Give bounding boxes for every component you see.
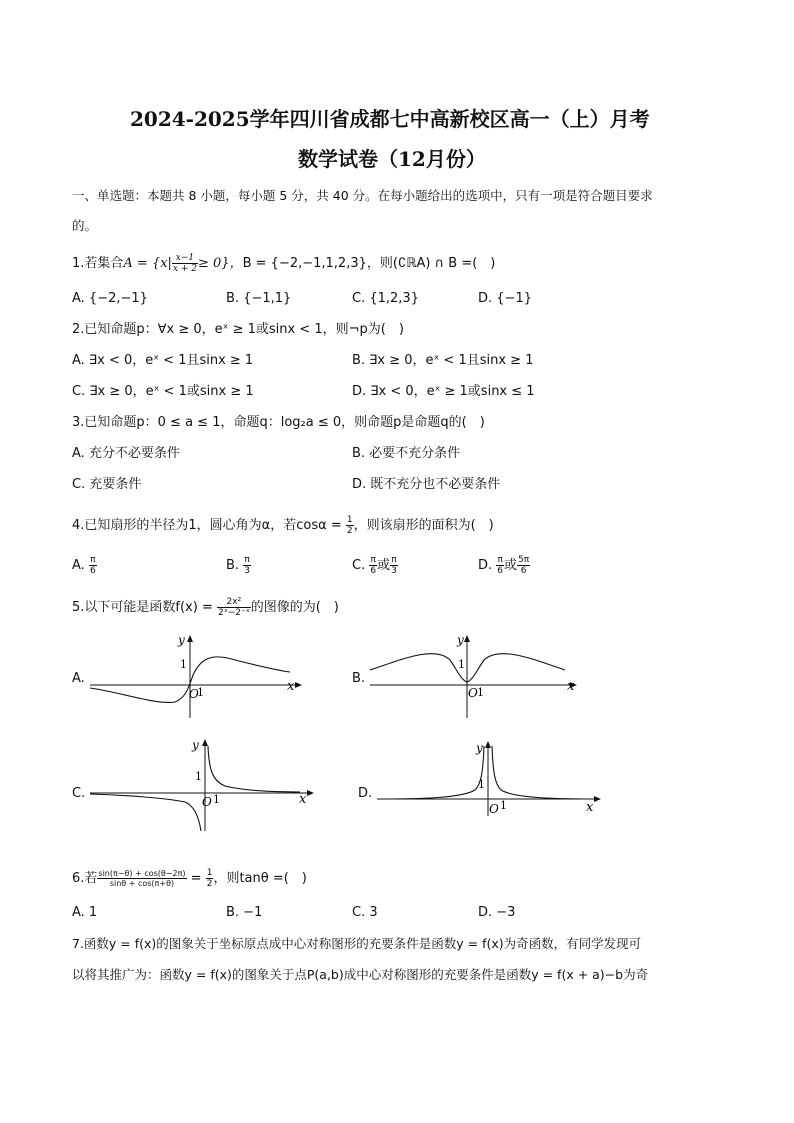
question-6-option-a[interactable]: A. 1: [72, 905, 98, 920]
y-label: y: [457, 633, 464, 647]
question-6-option-d[interactable]: D. −3: [478, 905, 516, 920]
question-4-stem-post: ，则该扇形的面积为( ): [353, 518, 494, 533]
unit-x-label: 1: [500, 799, 507, 812]
question-1-set-a-tail: ≥ 0}，: [198, 256, 243, 271]
y-label: y: [476, 741, 483, 755]
question-4-cos-fraction: [346, 515, 354, 536]
frac-den: 6: [497, 566, 504, 576]
question-5-option-b-label[interactable]: B.: [352, 671, 366, 686]
y-label: y: [192, 738, 199, 752]
y-axis-arrow: [464, 635, 470, 642]
question-3-stem: 3.已知命题p：0 ≤ a ≤ 1，命题q：log₂a ≤ 0，则命题p是命题q的( ): [72, 415, 485, 430]
question-5-stem: [72, 597, 339, 618]
question-1-prefix: 1.若集合: [72, 256, 124, 271]
question-6-post: ，则tanθ =( ): [213, 871, 307, 886]
question-1-stem: [72, 253, 495, 274]
x-axis-arrow: [295, 682, 302, 688]
frac-den: 6: [370, 566, 377, 576]
curve-right: [208, 746, 300, 792]
curve-left: [377, 746, 484, 799]
section-instructions-line2: 的。: [72, 218, 98, 233]
unit-y-label: 1: [180, 658, 187, 671]
origin-label: O: [189, 687, 199, 701]
y-label: y: [178, 633, 185, 647]
option-label: C.: [352, 558, 366, 573]
unit-y-label: 1: [195, 770, 202, 783]
question-5-fraction: [217, 597, 251, 618]
question-2-option-a[interactable]: A. ∃x < 0，eˣ < 1且sinx ≥ 1: [72, 353, 254, 368]
option-c-fraction-2: [390, 555, 398, 576]
question-5-graph-a[interactable]: [85, 630, 305, 720]
y-axis-arrow: [187, 635, 193, 642]
option-d-fraction-2: [517, 555, 530, 576]
question-3-option-c[interactable]: C. 充要条件: [72, 477, 142, 492]
origin-label: O: [202, 795, 212, 809]
question-5-stem-post: 的图像的为( ): [250, 600, 339, 615]
question-4-option-b[interactable]: [226, 555, 251, 576]
question-4-stem-pre: 4.已知扇形的半径为1，圆心角为α，若cosα =: [72, 518, 342, 533]
question-6-option-c[interactable]: C. 3: [352, 905, 378, 920]
question-4-cos-den: 2: [346, 526, 353, 536]
question-1-option-d[interactable]: D. {−1}: [478, 291, 532, 306]
frac-den: 3: [391, 566, 397, 576]
question-1-set-a-head: A = {x|: [123, 256, 172, 271]
question-4-cos-num: 1: [346, 515, 353, 525]
x-label: x: [567, 679, 575, 694]
question-3-option-b[interactable]: B. 必要不充分条件: [352, 446, 461, 461]
frac-den: 6: [520, 566, 527, 576]
curve-right: [492, 746, 594, 799]
frac-num: π: [244, 555, 250, 565]
frac-num: π: [391, 555, 397, 565]
option-label: B.: [226, 558, 240, 573]
unit-x-label: 1: [213, 793, 220, 806]
page-title: 2024-2025学年四川省成都七中高新校区高一（上）月考: [130, 107, 650, 131]
question-5-graph-d[interactable]: [372, 738, 607, 818]
frac-num: π: [90, 555, 96, 565]
question-1-option-c[interactable]: C. {1,2,3}: [352, 291, 419, 306]
x-axis-arrow: [594, 796, 601, 802]
x-label: x: [586, 800, 594, 815]
option-b-fraction: [243, 555, 251, 576]
y-axis-arrow: [485, 741, 491, 748]
question-1-rest: B = {−2,−1,1,2,3}，则(∁ℝA) ∩ B =( ): [242, 256, 496, 271]
option-label: D.: [478, 558, 493, 573]
frac-den: 2: [206, 879, 213, 889]
or-text: 或: [504, 558, 518, 573]
frac-num: 2x²: [217, 597, 251, 608]
frac-num: π: [370, 555, 376, 565]
unit-y-label: 1: [478, 778, 485, 791]
question-5-graph-c[interactable]: [85, 736, 320, 836]
question-4-option-a[interactable]: [72, 555, 97, 576]
question-6-option-b[interactable]: B. −1: [226, 905, 263, 920]
question-3-option-d[interactable]: D. 既不充分也不必要条件: [352, 477, 501, 492]
frac-num: π: [497, 555, 503, 565]
unit-y-label: 1: [458, 658, 465, 671]
question-5-option-d-label[interactable]: D.: [358, 786, 373, 801]
question-7-line1: 7.函数y = f(x)的图象关于坐标原点成中心对称图形的充要条件是函数y = f(x)为奇函数，有同学发现可: [72, 936, 642, 951]
frac-den: 3: [244, 566, 250, 576]
question-1-option-b[interactable]: B. {−1,1}: [226, 291, 292, 306]
question-4-stem: [72, 515, 494, 536]
question-6-fraction: [97, 869, 186, 888]
or-text: 或: [377, 558, 391, 573]
option-label: A.: [72, 558, 85, 573]
frac-num: 1: [206, 868, 213, 878]
question-3-option-a[interactable]: A. 充分不必要条件: [72, 446, 180, 461]
origin-label: O: [468, 686, 478, 700]
question-2-option-c[interactable]: C. ∃x ≥ 0，eˣ < 1或sinx ≥ 1: [72, 384, 254, 399]
curve-left: [90, 794, 201, 831]
question-5-option-a-label[interactable]: A.: [72, 671, 85, 686]
unit-x-label: 1: [197, 686, 204, 699]
section-instructions-line1: 一、单选题：本题共 8 小题，每小题 5 分，共 40 分。在每小题给出的选项中，只有一项是符合题目要求: [72, 188, 653, 203]
origin-label: O: [489, 802, 499, 816]
x-label: x: [299, 792, 307, 807]
frac-den: 6: [89, 566, 96, 576]
option-a-fraction: [89, 555, 97, 576]
question-4-option-d[interactable]: [478, 555, 530, 576]
question-4-option-c[interactable]: [352, 555, 398, 576]
option-d-fraction-1: [496, 555, 504, 576]
frac-den: sinθ + cos(π+θ): [109, 879, 175, 888]
unit-x-label: 1: [477, 686, 484, 699]
question-6-stem: [72, 868, 307, 889]
equals: =: [190, 871, 202, 886]
question-5-option-c-label[interactable]: C.: [72, 786, 86, 801]
question-2-option-b[interactable]: B. ∃x ≥ 0，eˣ < 1且sinx ≥ 1: [352, 353, 534, 368]
question-6-pre: 6.若: [72, 871, 98, 886]
frac-num: 5π: [518, 555, 530, 565]
question-7-line2: 以将其推广为：函数y = f(x)的图象关于点P(a,b)成中心对称图形的充要条件是函数y = f(x + a)−b为奇: [72, 967, 649, 982]
question-1-frac-num: x−1: [172, 253, 198, 264]
question-5-stem-pre: 5.以下可能是函数f(x) =: [72, 600, 213, 615]
page-subtitle: 数学试卷（12月份）: [298, 147, 486, 171]
question-5-graph-b[interactable]: [365, 630, 585, 720]
question-2-stem: 2.已知命题p：∀x ≥ 0，eˣ ≥ 1或sinx < 1，则¬p为( ): [72, 322, 404, 337]
frac-den: 2ˣ−2⁻ˣ: [217, 608, 250, 618]
frac-num: sin(π−θ) + cos(θ−2π): [98, 869, 186, 878]
x-axis-arrow: [307, 790, 314, 796]
question-1-option-a[interactable]: A. {−2,−1}: [72, 291, 148, 306]
x-label: x: [287, 679, 295, 694]
question-1-fraction: [172, 253, 198, 274]
y-axis-arrow: [202, 739, 208, 746]
question-2-option-d[interactable]: D. ∃x < 0，eˣ ≥ 1或sinx ≤ 1: [352, 384, 535, 399]
question-1-frac-den: x + 2: [172, 264, 198, 274]
option-c-fraction-1: [369, 555, 377, 576]
